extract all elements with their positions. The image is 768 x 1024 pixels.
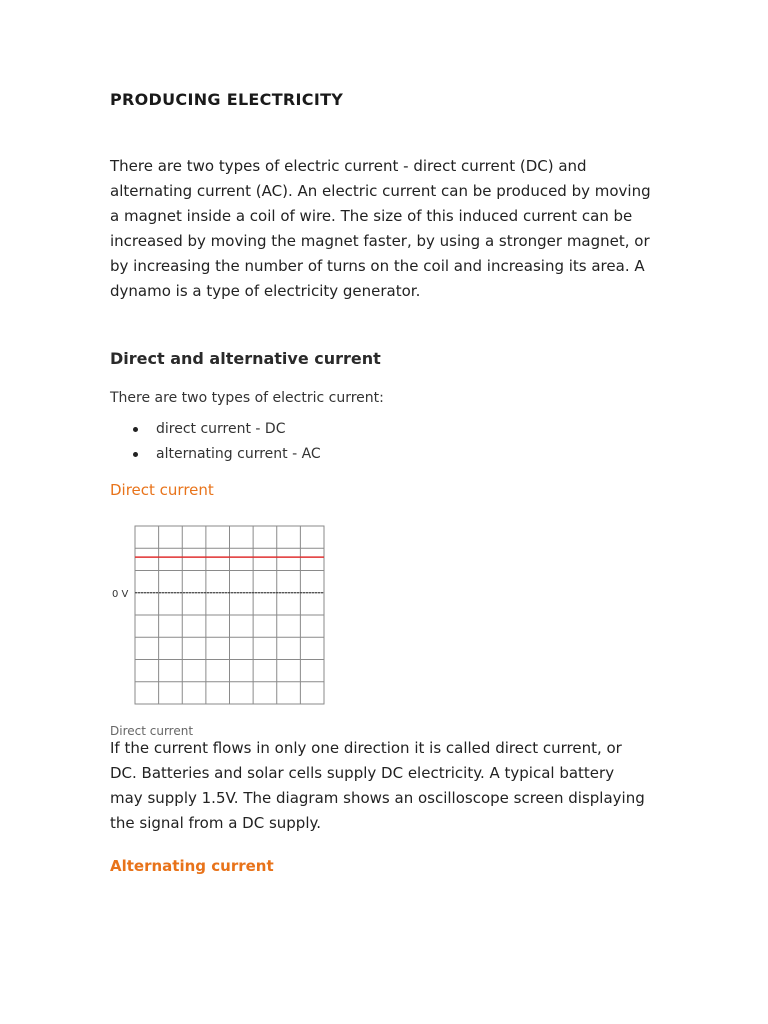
lead-text: There are two types of electric current: xyxy=(110,390,384,406)
zero-volt-label: 0 V xyxy=(112,588,129,600)
diagram-caption: Direct current xyxy=(110,724,194,738)
current-types-list xyxy=(110,419,321,469)
list-item-text: alternating current - AC xyxy=(156,446,321,462)
list-item xyxy=(110,444,321,469)
intro-paragraph: There are two types of electric current - direct current (DC) and alternating current (AC). An electric current can be produced by moving a magnet inside a coil of wire. The size of this induced current can be increased by moving the magnet faster, by using a stronger magnet, or by increasing the number of turns on the coil and increasing its area. A dynamo is a type of electricity generator. xyxy=(110,157,651,300)
section-heading: Direct and alternative current xyxy=(110,349,381,368)
bullet-dot-icon xyxy=(133,427,138,432)
list-item-text: direct current - DC xyxy=(156,421,286,437)
list-item xyxy=(110,419,321,444)
page-title: PRODUCING ELECTRICITY xyxy=(110,90,344,109)
dc-heading: Direct current xyxy=(110,481,214,499)
dc-paragraph: If the current flows in only one direction it is called direct current, or DC. Batteries and solar cells supply DC electricity. A typical battery may supply 1.5V. The diagram shows an oscilloscope screen displaying the signal from a DC supply. xyxy=(110,739,645,832)
bullet-dot-icon xyxy=(133,452,138,457)
dc-oscilloscope-diagram xyxy=(110,518,330,710)
oscilloscope-grid xyxy=(135,526,324,704)
ac-heading: Alternating current xyxy=(110,857,274,875)
